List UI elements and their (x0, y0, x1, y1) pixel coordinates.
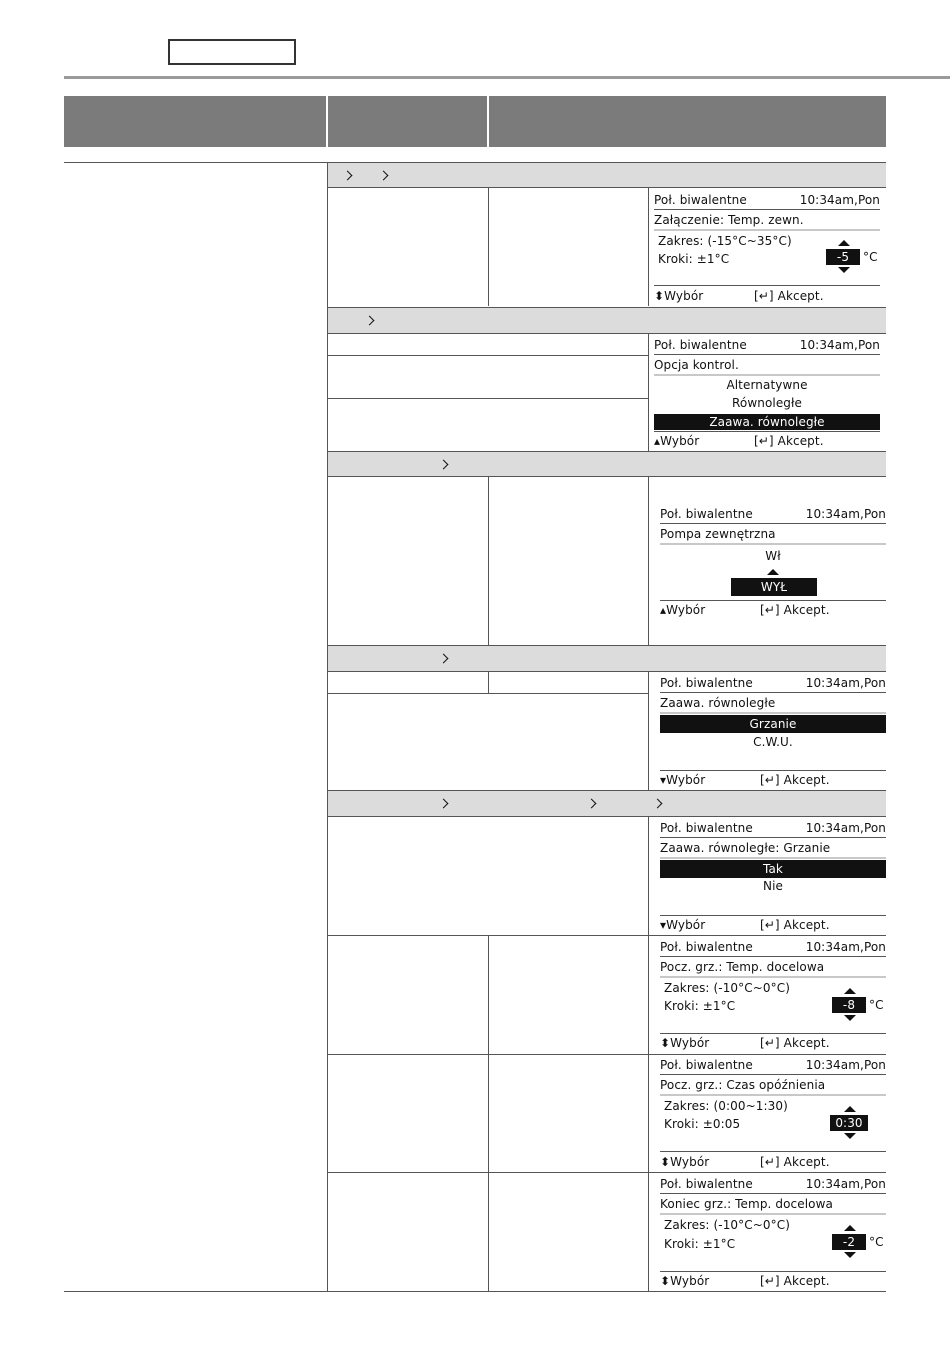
screen-time: 10:34am,Pon (799, 338, 880, 352)
arrow-up-icon (767, 569, 779, 575)
table-header (64, 96, 886, 147)
option-item: C.W.U. (753, 735, 793, 749)
arrow-down-icon (844, 1015, 856, 1021)
controller-screen-heating-start-delay (660, 1057, 886, 1170)
screen-subtitle: Koniec grz.: Temp. docelowa (660, 1197, 833, 1211)
value-box: -2 (832, 1234, 866, 1250)
column-divider (648, 817, 649, 935)
accept-hint: [↵] Akcept. (760, 1274, 830, 1288)
column-divider (488, 477, 489, 645)
controller-screen-heating-end-target-temp (660, 1176, 886, 1289)
unit-label: °C (869, 1235, 884, 1249)
controller-screen-advanced-parallel (660, 675, 886, 789)
screen-range: Zakres: (0:00~1:30) (664, 1099, 788, 1113)
chevron-right-icon (343, 171, 353, 181)
screen-time: 10:34am,Pon (805, 940, 886, 954)
screen-step: Kroki: ±1°C (664, 999, 736, 1013)
unit-label: °C (863, 250, 878, 264)
accept-hint: [↵] Akcept. (760, 1036, 830, 1050)
screen-title: Poł. biwalentne (660, 1177, 753, 1191)
table-bottom-rule (64, 1291, 886, 1292)
chevron-right-icon (587, 799, 597, 809)
screen-subtitle: Załączenie: Temp. zewn. (654, 213, 804, 227)
row-line (328, 1172, 886, 1173)
screen-subtitle: Pompa zewnętrzna (660, 527, 776, 541)
select-hint: ▴Wybór (660, 603, 706, 617)
column-divider (648, 334, 649, 451)
screen-time: 10:34am,Pon (805, 507, 886, 521)
arrow-down-icon (838, 267, 850, 273)
arrow-up-icon (838, 240, 850, 246)
page-label-box (168, 39, 296, 65)
arrow-down-icon (844, 1252, 856, 1258)
row-line (328, 355, 648, 356)
unit-label: °C (869, 998, 884, 1012)
option-item: Alternatywne (726, 378, 808, 392)
screen-title: Poł. biwalentne (654, 338, 747, 352)
screen-title: Poł. biwalentne (660, 821, 753, 835)
controller-screen-control-option (654, 337, 880, 449)
selected-option: WYŁ (731, 578, 817, 596)
arrow-up-icon (844, 1225, 856, 1231)
column-divider (488, 188, 489, 306)
chevron-right-icon (439, 460, 449, 470)
screen-time: 10:34am,Pon (805, 1177, 886, 1191)
screen-title: Poł. biwalentne (660, 1058, 753, 1072)
row-line (328, 398, 648, 399)
screen-range: Zakres: (-15°C~35°C) (658, 234, 792, 248)
select-hint: ⬍Wybór (660, 1036, 710, 1050)
top-rule (64, 76, 950, 79)
controller-screen-external-pump (660, 506, 886, 626)
section-bar (328, 162, 886, 188)
column-divider (488, 936, 489, 1292)
screen-time: 10:34am,Pon (799, 193, 880, 207)
row-line (328, 1054, 886, 1055)
column-divider (648, 477, 649, 645)
select-hint: ⬍Wybór (660, 1274, 710, 1288)
screen-title: Poł. biwalentne (660, 940, 753, 954)
row-line (328, 693, 648, 694)
screen-title: Poł. biwalentne (654, 193, 747, 207)
column-divider (648, 672, 649, 790)
column-divider (648, 936, 649, 1292)
selected-option: Grzanie (660, 715, 886, 733)
chevron-right-icon (439, 654, 449, 664)
screen-step: Kroki: ±1°C (664, 1237, 736, 1251)
value-box: -5 (826, 249, 860, 265)
header-divider (326, 96, 328, 147)
selected-option: Tak (660, 860, 886, 878)
controller-screen-advanced-parallel-heating (660, 820, 886, 934)
screen-subtitle: Zaawa. równoległe (660, 696, 776, 710)
selected-option: Zaawa. równoległe (654, 414, 880, 430)
select-hint: ⬍Wybór (654, 289, 704, 303)
screen-title: Poł. biwalentne (660, 507, 753, 521)
controller-screen-switch-on-outdoor-temp (654, 192, 880, 304)
screen-title: Poł. biwalentne (660, 676, 753, 690)
arrow-down-icon (844, 1133, 856, 1139)
screen-subtitle: Zaawa. równoległe: Grzanie (660, 841, 831, 855)
screen-time: 10:34am,Pon (805, 821, 886, 835)
column-divider (488, 672, 489, 693)
option-item: Wł (765, 549, 781, 563)
select-hint: ⬍Wybór (660, 1155, 710, 1169)
screen-step: Kroki: ±0:05 (664, 1117, 741, 1131)
controller-screen-heating-start-target-temp (660, 939, 886, 1052)
select-hint: ▾Wybór (660, 918, 706, 932)
column-divider (648, 188, 649, 306)
screen-range: Zakres: (-10°C~0°C) (664, 1218, 790, 1232)
section-bar (328, 307, 886, 334)
row-line (328, 935, 886, 936)
header-divider (487, 96, 489, 147)
chevron-right-icon (379, 171, 389, 181)
value-box: -8 (832, 997, 866, 1013)
arrow-up-icon (844, 988, 856, 994)
section-bar (328, 645, 886, 672)
accept-hint: [↵] Akcept. (760, 918, 830, 932)
chevron-right-icon (653, 799, 663, 809)
option-item: Nie (763, 879, 783, 893)
accept-hint: [↵] Akcept. (760, 1155, 830, 1169)
accept-hint: [↵] Akcept. (760, 773, 830, 787)
screen-time: 10:34am,Pon (805, 1058, 886, 1072)
chevron-right-icon (365, 316, 375, 326)
screen-subtitle: Pocz. grz.: Temp. docelowa (660, 960, 825, 974)
accept-hint: [↵] Akcept. (760, 603, 830, 617)
select-hint: ▴Wybór (654, 434, 700, 448)
section-bar (328, 790, 886, 817)
screen-range: Zakres: (-10°C~0°C) (664, 981, 790, 995)
value-box: 0:30 (830, 1115, 868, 1131)
screen-step: Kroki: ±1°C (658, 252, 730, 266)
arrow-up-icon (844, 1106, 856, 1112)
screen-time: 10:34am,Pon (805, 676, 886, 690)
accept-hint: [↵] Akcept. (754, 434, 824, 448)
accept-hint: [↵] Akcept. (754, 289, 824, 303)
chevron-right-icon (439, 799, 449, 809)
screen-subtitle: Pocz. grz.: Czas opóźnienia (660, 1078, 826, 1092)
screen-subtitle: Opcja kontrol. (654, 358, 739, 372)
section-bar (328, 451, 886, 477)
option-item: Równoległe (731, 396, 803, 410)
select-hint: ▾Wybór (660, 773, 706, 787)
